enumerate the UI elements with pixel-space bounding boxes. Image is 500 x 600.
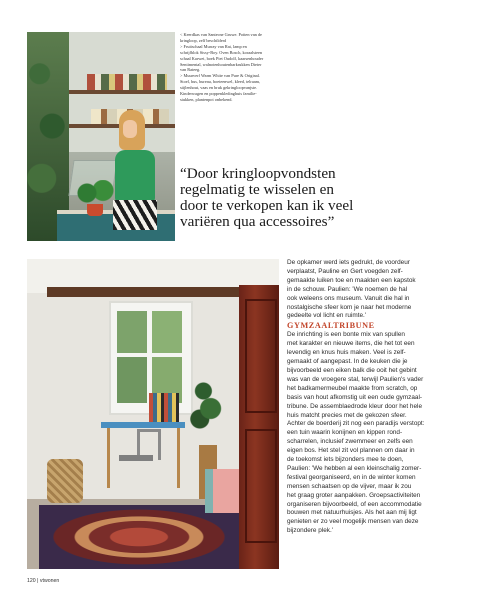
- photo-pot: [87, 204, 103, 216]
- body-line: Paulien: 'We hebben al een kleinschalig zomer-: [287, 464, 422, 472]
- photo-caption: [180, 32, 298, 103]
- body-line: het badkamermeubel maakte from scratch, op: [287, 384, 418, 392]
- body-line: bouwen met natuurhuisjes. Als het aan mij ligt: [287, 509, 417, 517]
- body-line: Achter de boerderij zit nog een paradijs verstopt:: [287, 420, 425, 428]
- caption-line: stijlenhout, vaas en bruk gekringloopvanjste.: [180, 85, 258, 91]
- body-line: in de schouw. Paulien: 'We noemen de hal: [287, 285, 408, 293]
- magazine-name: vtwonen: [39, 578, 60, 584]
- body-line: ook weleens ons museum. Vanuit die hal in: [287, 294, 410, 302]
- photo-rug: [39, 505, 239, 569]
- body-line: was van de vroegere stal, terwijl Paulien's vader: [287, 375, 424, 383]
- photo-window-pane: [152, 311, 182, 353]
- body-line: gedeelte vol licht en ruimte.': [287, 312, 367, 320]
- body-line: nostalgische sfeer kom je naar het moderne: [287, 303, 412, 311]
- photo-door-panel: [245, 299, 277, 413]
- photo-basket: [47, 459, 83, 503]
- body-line: eigen bos. Het stel zit vol plannen om daar in: [287, 447, 415, 455]
- caption-line: < Keerdkas van Santecne Gruwe. Potten van de: [180, 32, 262, 37]
- caption-line: stukken, plantenpot onbekend.: [180, 96, 233, 102]
- body-line: tribune. De assemblaedrode kleur door het hele: [287, 402, 422, 410]
- photo-chair-seat: [119, 455, 153, 461]
- photo-desk-leg: [177, 428, 180, 488]
- body-line: gemaakt of aangepast. In de keuken die je: [287, 358, 408, 366]
- caption-line: Kinderwagen en poppenkledinghuis familie-: [180, 91, 257, 97]
- photo-window-pane: [117, 311, 147, 353]
- photo-cabinet: [205, 469, 243, 513]
- body-line: bijzondere plek.': [287, 527, 333, 535]
- article-body: [287, 259, 477, 536]
- body-line: verplaatst, Pauline en Gert voegden zelf-: [287, 267, 403, 275]
- photo-beam: [47, 287, 243, 297]
- body-line: het graag groter aanpakken. Groepsactiviteiten: [287, 491, 421, 499]
- photo-desk: [101, 422, 185, 428]
- body-line: organiseren bijvoorbeeld, of een accommodatie: [287, 500, 422, 508]
- body-line: huis matcht precies met de gekozen sfeer.: [287, 411, 407, 419]
- main-photo-study-room: [27, 259, 279, 569]
- caption-line: > Fruitschaal Murray van Rat, lamp en: [180, 43, 247, 49]
- photo-seedlings: [75, 180, 115, 206]
- quote-line: door te verkopen kan ik veel: [180, 197, 354, 214]
- body-line: de toekomst iets bijzonders mee te doen,: [287, 456, 404, 464]
- photo-girl-face: [123, 120, 137, 138]
- photo-window-pane: [117, 357, 147, 403]
- body-line: mensen schaatsen op de vijver, maar ik zou: [287, 482, 412, 490]
- caption-line: schaal Karwei, boek Piet Oudolf, kaarsenhouder: [180, 55, 264, 61]
- caption-line: kringloop, zelf beschilderd: [180, 37, 227, 43]
- body-line: festival georganiseerd, en in de winter komen: [287, 473, 416, 481]
- quote-line: regelmatig te wisselen en: [180, 181, 334, 198]
- body-line: De opkamer werd iets gedrukt, de voordeur: [287, 259, 410, 266]
- footer-separator: |: [37, 578, 39, 584]
- body-line: een tuin waarin konijnen en kippen rond-: [287, 429, 403, 437]
- body-line: bijvoorbeeld een eiken balk die ooit het gebint: [287, 366, 417, 374]
- page-number: 120: [27, 578, 36, 584]
- top-photo-kitchen: [27, 32, 175, 241]
- photo-jars-shelf: [87, 74, 167, 90]
- caption-line: schrijfblok Sissy-Boy. Oven Bosch, koraalsteen: [180, 49, 263, 55]
- caption-line: van Rateeg.: [180, 67, 201, 73]
- body-line: met karakter en nieuwe items, die het tot een: [287, 340, 415, 348]
- body-line: gemaakte luiken toe en maakten een kapstok: [287, 276, 416, 284]
- body-line: basis van hout afkomstig uit een oude gymzaal-: [287, 393, 422, 401]
- section-heading: GYMZAALTRIBUNE: [287, 321, 375, 331]
- pull-quote: [180, 166, 470, 230]
- caption-line: Sentimental, walnotenhoutenbarkrukken Dieter: [180, 61, 262, 67]
- page-footer: [27, 578, 59, 584]
- photo-shelf: [67, 90, 175, 94]
- body-line: De inrichting is een bonte mix van spullen: [287, 331, 405, 339]
- body-line: levendig en knus huis maken. Veel is zelf-: [287, 349, 406, 357]
- photo-desk-leg: [107, 428, 110, 488]
- caption-line: Stoel, bus, bureau, boeteenwel, kleed, telraam,: [180, 79, 261, 85]
- caption-line: > Muurverf Warm White van Pure & Original.: [180, 73, 260, 79]
- body-line: genieten er zo veel mogelijk mensen van deze: [287, 518, 419, 526]
- photo-plant: [189, 377, 225, 447]
- photo-girl-skirt: [113, 200, 157, 230]
- quote-line: “Door kringloopvondsten: [180, 165, 336, 182]
- photo-abacus: [149, 393, 179, 423]
- quote-line: variëren qua accessoires”: [180, 213, 335, 230]
- photo-girl-shirt: [115, 150, 155, 202]
- photo-door-panel: [245, 429, 277, 543]
- body-line: scharrelen, inclusief zwemmeer en zelfs een: [287, 438, 413, 446]
